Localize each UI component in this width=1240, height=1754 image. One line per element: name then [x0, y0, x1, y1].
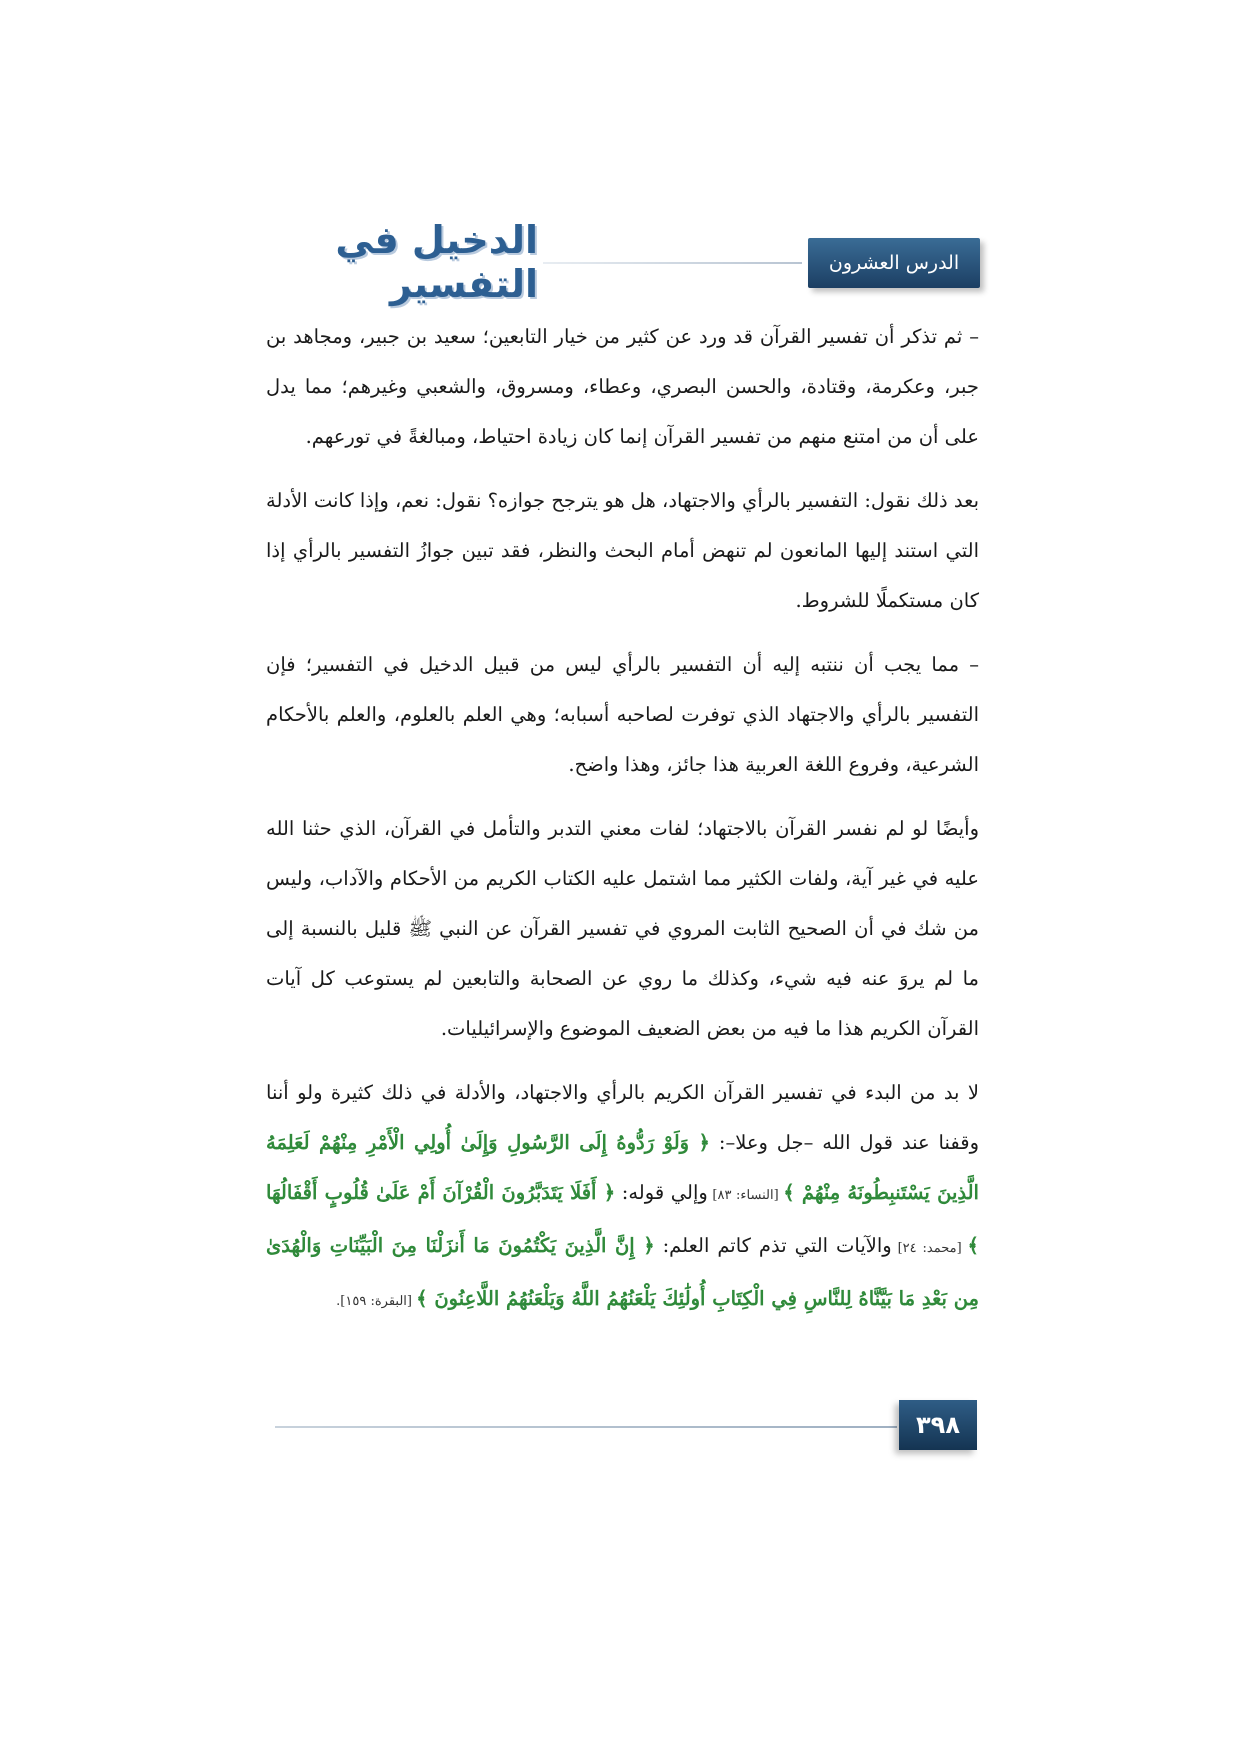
page-number: ٣٩٨: [899, 1400, 977, 1450]
book-title: الدخيل في التفسير: [335, 218, 538, 306]
body-text: لا بد من البدء في تفسير القرآن الكريم بالرأي والاجتهاد، والأدلة في ذلك كثيرة ولو أننا وقفنا عند قول الله –جل وعلا–:: [266, 1081, 979, 1154]
paragraph-p3: [266, 640, 979, 790]
body-text: وأيضًا لو لم نفسر القرآن بالاجتهاد؛ لفات معني التدبر والتأمل في القرآن، الذي حثنا الله عليه في غير آية، ولفات الكثير مما اشتمل عليه الكتاب الكريم من الأحكام والآداب، وليس من شك في أن الصحيح الثابت المروي في تفسير القرآن عن النبي ﷺ قليل بالنسبة إلى ما لم يروَ عنه فيه شيء، وكذلك ما روي عن الصحابة والتابعين لم يستوعب كل آيات القرآن الكريم هذا ما فيه من بعض الضعيف الموضوع والإسرائيليات.: [266, 817, 979, 1040]
paragraph-p1: [266, 312, 979, 462]
quran-verse: ﴿ إِنَّ الَّذِينَ يَكْتُمُونَ مَا أَنزَلْنَا مِنَ الْبَيِّنَاتِ وَالْهُدَىٰ مِن بَعْدِ مَا بَيَّنَّاهُ لِلنَّاسِ فِي الْكِتَابِ أُولَٰئِكَ يَلْعَنُهُمُ اللَّهُ وَيَلْعَنُهُمُ اللَّاعِنُونَ ﴾: [266, 1234, 979, 1310]
body-text: والآيات التي تذم كاتم العلم:: [654, 1234, 892, 1257]
quran-verse: ﴿ أَفَلَا يَتَدَبَّرُونَ الْقُرْآنَ أَمْ عَلَىٰ قُلُوبٍ أَقْفَالُهَا ﴾: [266, 1181, 979, 1257]
page-header: [268, 218, 980, 306]
page-footer: [275, 1400, 977, 1452]
paragraph-p5: [266, 1068, 979, 1327]
quran-verse: ﴿ وَلَوْ رَدُّوهُ إِلَى الرَّسُولِ وَإِلَىٰ أُولِي الْأَمْرِ مِنْهُمْ لَعَلِمَهُ الَّذِينَ يَسْتَنبِطُونَهُ مِنْهُمْ ﴾: [266, 1131, 979, 1204]
body-text: وإلي قوله:: [615, 1181, 708, 1204]
body-text: – ثم تذكر أن تفسير القرآن قد ورد عن كثير من خيار التابعين؛ سعيد بن جبير، ومجاهد بن جبر، وعكرمة، وقتادة، والحسن البصري، وعطاء، ومسروق، والشعبي وغيرهم؛ مما يدل على أن من امتنع منهم من تفسير القرآن إنما كان زيادة احتياط، ومبالغةً في تورعهم.: [266, 325, 979, 448]
body-text: بعد ذلك نقول: التفسير بالرأي والاجتهاد، هل هو يترجح جوازه؟ نقول: نعم، وإذا كانت الأدلة التي استند إليها المانعون لم تنهض أمام البحث والنظر، فقد تبين جوازُ التفسير بالرأي إذا كان مستكملًا للشروط.: [266, 489, 979, 612]
paragraph-p4: [266, 804, 979, 1054]
header-divider: [543, 262, 802, 264]
footer-divider: [275, 1426, 897, 1428]
verse-reference: [النساء: ٨٣]: [707, 1188, 784, 1203]
verse-reference: [البقرة: ١٥٩].: [336, 1294, 417, 1309]
lesson-label: الدرس العشرون: [808, 238, 980, 288]
body-text: – مما يجب أن ننتبه إليه أن التفسير بالرأي ليس من قبيل الدخيل في التفسير؛ فإن التفسير بالرأي والاجتهاد الذي توفرت لصاحبه أسبابه؛ وهي العلم بالعلوم، والعلم بالأحكام الشرعية، وفروع اللغة العربية هذا جائز، وهذا واضح.: [266, 653, 979, 776]
verse-reference: [محمد: ٢٤]: [891, 1241, 968, 1256]
main-text: [266, 312, 979, 1341]
paragraph-p2: [266, 476, 979, 626]
